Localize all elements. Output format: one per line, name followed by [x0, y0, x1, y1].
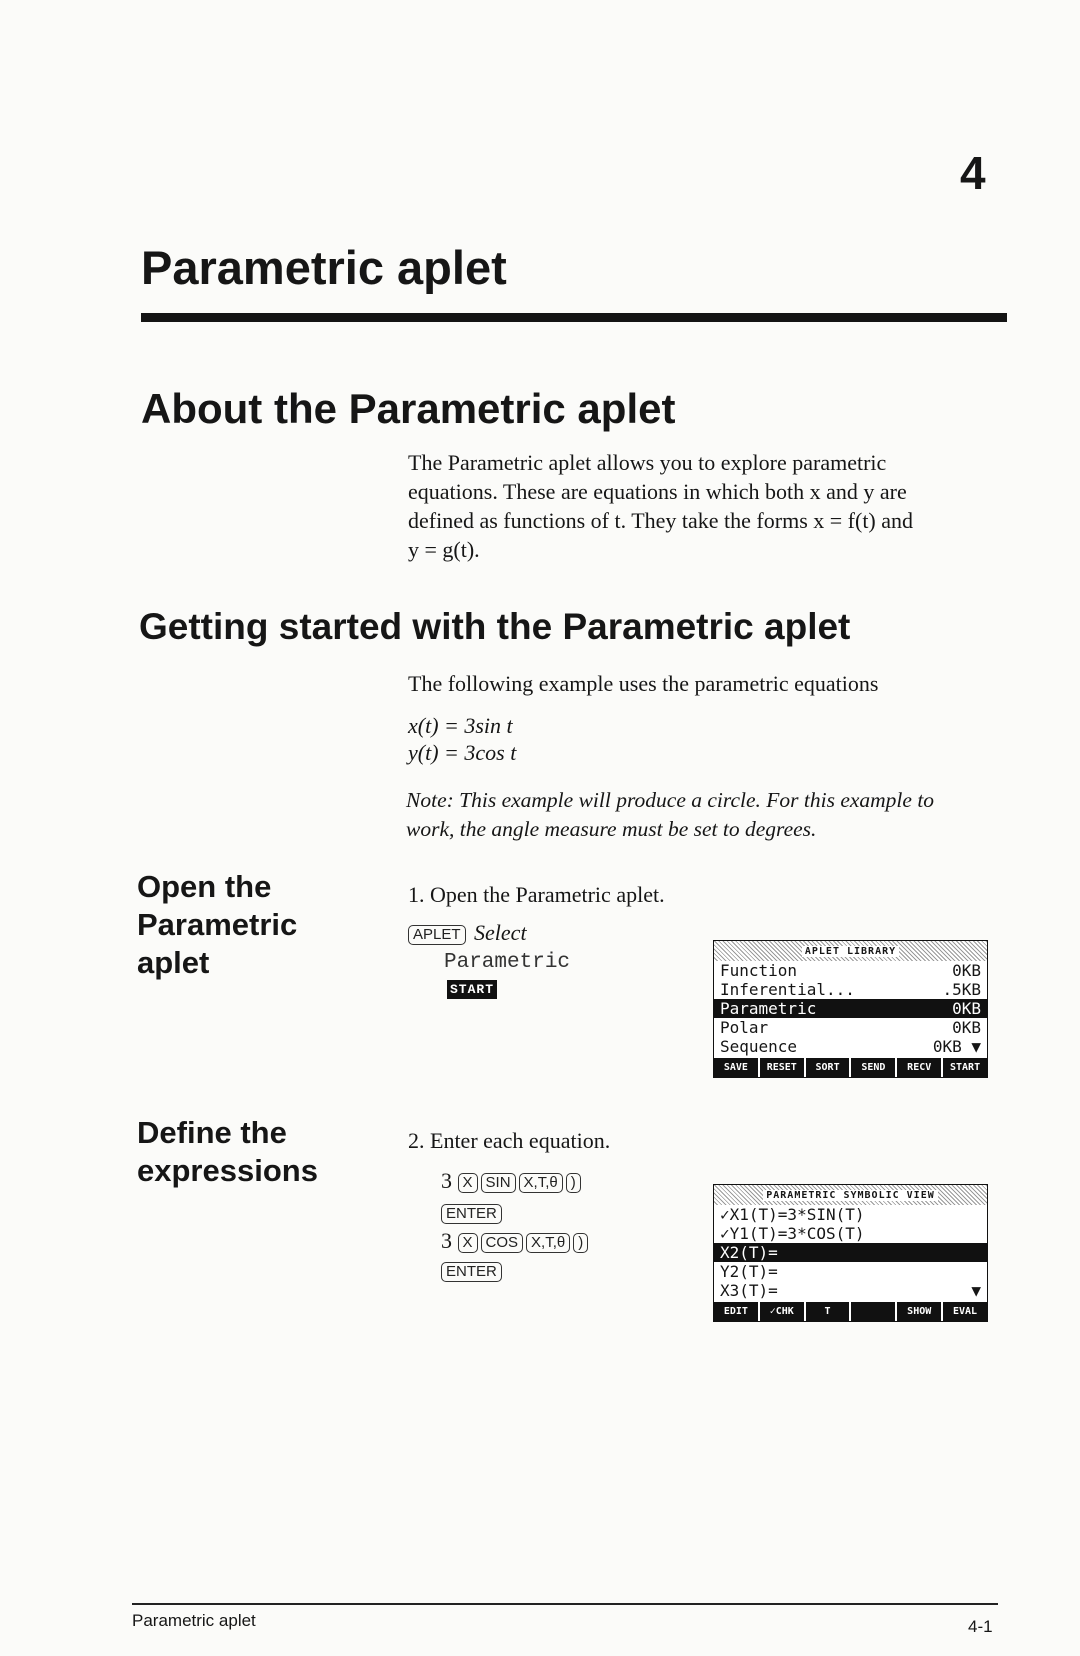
- softkey-menu: [714, 1058, 987, 1077]
- library-row: [714, 980, 987, 999]
- library-row: [714, 961, 987, 980]
- softkey-recv: RECV: [897, 1058, 941, 1077]
- library-row: [714, 1037, 987, 1056]
- about-paragraph: [408, 448, 1008, 564]
- close-paren-key: ): [573, 1233, 588, 1253]
- start-softkey-label: START: [447, 980, 497, 999]
- softkey-save: SAVE: [714, 1058, 758, 1077]
- step2-text: 2. Enter each equation.: [408, 1128, 611, 1153]
- key-sequence-1: [441, 1166, 584, 1195]
- scroll-down-icon: ▼: [971, 1281, 981, 1300]
- side-heading-line: Parametric: [137, 907, 298, 942]
- row-name: Inferential...: [720, 980, 855, 999]
- step1-keyline: [408, 918, 527, 947]
- softkey-chk: ✓CHK: [760, 1302, 804, 1321]
- row-text: X3(T)=: [720, 1281, 778, 1300]
- softkey-show: SHOW: [897, 1302, 941, 1321]
- note-line: Note: This example will produce a circle. For this example to: [406, 788, 935, 812]
- aplet-key: APLET: [408, 925, 466, 945]
- row-size: 0KB: [952, 1018, 981, 1037]
- enter-key: ENTER: [441, 1204, 502, 1224]
- sin-key: SIN: [481, 1173, 516, 1193]
- screen-header-text: PARAMETRIC SYMBOLIC VIEW: [763, 1190, 938, 1201]
- screen-header-text: APLET LIBRARY: [802, 946, 899, 957]
- symbolic-view-screen: [713, 1184, 988, 1322]
- library-row: [714, 1018, 987, 1037]
- row-size: 0KB: [952, 961, 981, 980]
- softkey-eval: EVAL: [943, 1302, 987, 1321]
- aplet-library-screen: [713, 940, 988, 1078]
- side-heading-line: expressions: [137, 1153, 318, 1188]
- start-softkey: [447, 980, 497, 999]
- screen-header: [714, 941, 987, 961]
- xttheta-key: X,T,θ: [526, 1233, 570, 1253]
- softkey-edit: EDIT: [714, 1302, 758, 1321]
- side-heading-line: Open the: [137, 869, 272, 904]
- footer-title: Parametric aplet: [132, 1611, 256, 1630]
- softkey-reset: RESET: [760, 1058, 804, 1077]
- row-name: Parametric: [720, 999, 817, 1018]
- row-name: Function: [720, 961, 798, 980]
- equation-x: x(t) = 3sin t: [408, 713, 513, 738]
- equation-row: [714, 1224, 987, 1243]
- equation-list: [408, 712, 516, 766]
- side-heading-line: aplet: [137, 945, 210, 980]
- equation-row-selected: [714, 1243, 987, 1262]
- softkey-sort: SORT: [806, 1058, 850, 1077]
- row-name: Sequence: [720, 1037, 798, 1056]
- row-text: X2(T)=: [720, 1243, 778, 1262]
- row-size: 0KB: [952, 999, 981, 1018]
- screen-header: [714, 1185, 987, 1205]
- digit-3: 3: [441, 1228, 452, 1253]
- enter-key: ENTER: [441, 1262, 502, 1282]
- x-key: X: [458, 1233, 478, 1253]
- equation-row: [714, 1262, 987, 1281]
- chapter-number: 4: [960, 147, 986, 199]
- getting-started-intro: The following example uses the parametric equations: [408, 671, 879, 696]
- about-line: The Parametric aplet allows you to explore parametric: [408, 450, 887, 475]
- row-text: ✓Y1(T)=3*COS(T): [720, 1224, 865, 1243]
- note: [406, 786, 1006, 844]
- about-line: defined as functions of t. They take the forms x = f(t) and: [408, 508, 914, 533]
- x-key: X: [458, 1173, 478, 1193]
- softkey-blank: [851, 1302, 895, 1321]
- side-heading-line: Define the: [137, 1115, 287, 1150]
- side-heading-define: [137, 1114, 318, 1190]
- step1-text: 1. Open the Parametric aplet.: [408, 882, 665, 907]
- chapter-rule: [141, 313, 1007, 322]
- page-number: 4-1: [968, 1617, 993, 1636]
- enter-line-2: [441, 1255, 505, 1284]
- cos-key: COS: [481, 1233, 524, 1253]
- select-label: Select: [474, 920, 527, 945]
- row-text: Y2(T)=: [720, 1262, 778, 1281]
- about-line: y = g(t).: [408, 537, 480, 562]
- equation-row: [714, 1205, 987, 1224]
- side-heading-open: [137, 868, 297, 982]
- selection-text: Parametric: [444, 951, 571, 974]
- softkey-t: T: [806, 1302, 850, 1321]
- row-text: ✓X1(T)=3*SIN(T): [720, 1205, 865, 1224]
- key-sequence-2: [441, 1226, 591, 1255]
- softkey-start: START: [943, 1058, 987, 1077]
- digit-3: 3: [441, 1168, 452, 1193]
- about-line: equations. These are equations in which both x and y are: [408, 479, 907, 504]
- xttheta-key: X,T,θ: [519, 1173, 563, 1193]
- softkey-send: SEND: [851, 1058, 895, 1077]
- getting-started-heading: Getting started with the Parametric aplet: [139, 606, 851, 647]
- enter-line-1: [441, 1197, 505, 1226]
- row-name: Polar: [720, 1018, 769, 1037]
- about-heading: About the Parametric aplet: [141, 385, 676, 432]
- footer-rule: [132, 1603, 998, 1605]
- equation-y: y(t) = 3cos t: [408, 740, 517, 765]
- equation-row: [714, 1281, 987, 1300]
- close-paren-key: ): [566, 1173, 581, 1193]
- softkey-menu: [714, 1302, 987, 1321]
- library-row-selected: [714, 999, 987, 1018]
- row-size: .5KB: [942, 980, 981, 999]
- note-line: work, the angle measure must be set to degrees.: [406, 817, 817, 841]
- row-size: 0KB ▼: [932, 1037, 981, 1056]
- chapter-title: Parametric aplet: [141, 241, 507, 294]
